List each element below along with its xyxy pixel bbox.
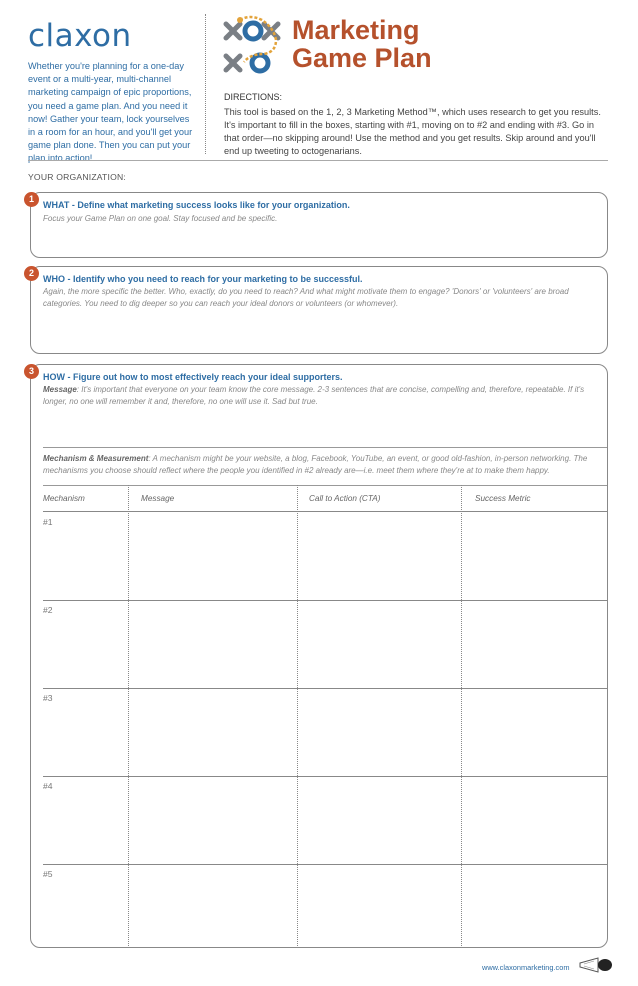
page-title xyxy=(292,16,432,72)
table-row[interactable]: #3 xyxy=(43,693,53,703)
section-what-title: WHAT - Define what marketing success looks like for your organization. xyxy=(43,200,350,210)
section-how-box xyxy=(30,364,608,948)
row-rule xyxy=(43,776,607,777)
col-mechanism: Mechanism xyxy=(43,494,85,503)
organization-label: YOUR ORGANIZATION: xyxy=(28,172,126,182)
table-row[interactable]: #5 xyxy=(43,869,53,879)
table-row[interactable]: #4 xyxy=(43,781,53,791)
directions-heading: DIRECTIONS: xyxy=(224,92,283,102)
col-cta: Call to Action (CTA) xyxy=(309,494,381,503)
col-divider-3 xyxy=(461,485,462,948)
col-success-metric: Success Metric xyxy=(475,494,531,503)
section-who-subtitle: Again, the more specific the better. Who, exactly, do you need to reach? And what might motivate them to engage? 'Donors' or 'volunteers' are broad categories. You need to dig deeper so you can reach your ideal donors or volunteers (or whomever). xyxy=(43,287,569,308)
step-2-badge: 2 xyxy=(24,266,39,281)
col-divider-1 xyxy=(128,485,129,948)
section-how-title: HOW - Figure out how to most effectively reach your ideal supporters. xyxy=(43,372,343,382)
message-divider xyxy=(43,447,607,448)
step-1-badge: 1 xyxy=(24,192,39,207)
title-line-2: Game Plan xyxy=(292,43,432,73)
title-line-1: Marketing xyxy=(292,15,420,45)
message-instructions[interactable] xyxy=(43,384,595,408)
col-message: Message xyxy=(141,494,175,503)
footer-url-link[interactable]: www.claxonmarketing.com xyxy=(482,963,570,972)
tic-tac-toe-icon xyxy=(220,14,284,80)
mechanism-lead: Mechanism & Measurement xyxy=(43,454,149,463)
col-divider-2 xyxy=(297,485,298,948)
mechanism-instructions xyxy=(43,453,595,477)
claxon-logo: claxon xyxy=(28,18,132,54)
section-who-title: WHO - Identify who you need to reach for your marketing to be successful. xyxy=(43,274,363,284)
section-who-box[interactable] xyxy=(30,266,608,354)
row-rule xyxy=(43,864,607,865)
step-3-badge: 3 xyxy=(24,364,39,379)
table-row[interactable]: #2 xyxy=(43,605,53,615)
section-what-box[interactable] xyxy=(30,192,608,258)
table-row[interactable]: #1 xyxy=(43,517,53,527)
directions-text: This tool is based on the 1, 2, 3 Marketing Method™, which uses research to get you results. It's important to fill in the boxes, starting with #1, moving on to #2 and ending with #3. Go in that order—no skipping around! Use the method and you get results. Skip around and you'll end up tweeting to octogenarians. xyxy=(224,107,601,156)
intro-text: Whether you're planning for a one-day event or a multi-year, multi-channel marketing campaign of epic proportions, you need a game plan. And you need it now! Gather your team, lock yourselves in a room for an hour, and you'll get your game plan done. Then you can put your plan into action! xyxy=(28,61,193,164)
row-rule xyxy=(43,688,607,689)
message-lead: Message xyxy=(43,385,77,394)
header-rule xyxy=(28,160,608,161)
megaphone-icon xyxy=(578,955,614,975)
mechanism-text: : A mechanism might be your website, a blog, Facebook, YouTube, an event, or good old-fashion, in-person networking. The mechanisms you choose should reflect where the people you identified in #2 already are—i.e. meet them where they're at to make them happy. xyxy=(43,454,588,475)
header-divider xyxy=(205,14,206,154)
section-what-subtitle: Focus your Game Plan on one goal. Stay focused and be specific. xyxy=(43,214,278,223)
row-rule xyxy=(43,600,607,601)
message-text: : It's important that everyone on your team know the core message. 2-3 sentences that are concise, compelling and, therefore, repeatable. If it's longer, no one will remember it and, therefore, no one will use it. Sad but true. xyxy=(43,385,585,406)
